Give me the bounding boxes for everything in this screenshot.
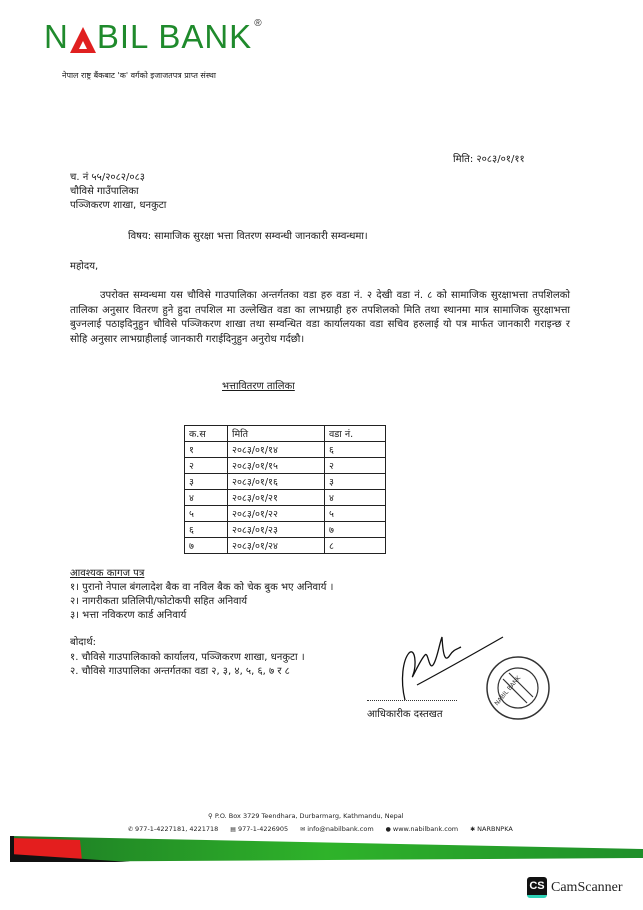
swift-text: NARBNPKA (477, 825, 513, 833)
logo-letter-n: N (44, 18, 69, 55)
cell-ward: ५ (325, 506, 386, 522)
cell-date: २०८३/०१/२१ (228, 490, 325, 506)
footer-swift (470, 825, 513, 833)
table-row (185, 442, 386, 458)
signature-label: आधिकारीक दस्तखत (367, 709, 443, 720)
registered-mark: ® (254, 18, 263, 29)
footer-color-band (10, 836, 643, 862)
nabil-bank-logo (44, 18, 263, 56)
cell-date: २०८३/०१/२४ (228, 538, 325, 554)
cell-ward: २ (325, 458, 386, 474)
email-icon: ✉ (300, 826, 306, 833)
cell-serial: ३ (185, 474, 228, 490)
distribution-table (184, 425, 386, 554)
table-row (185, 490, 386, 506)
fax-text: 977-1-4226905 (237, 825, 289, 833)
cell-ward: ८ (325, 538, 386, 554)
logo-text: BIL BANK (96, 18, 253, 55)
table-row (185, 458, 386, 474)
website-text: www.nabilbank.com (392, 825, 459, 833)
list-item: २. चौविसे गाउपालिका अन्तर्गतका वडा २, ३, ४, ५, ६, ७ र ८ (70, 666, 290, 677)
salutation: महोदय, (70, 261, 99, 272)
camscanner-label: CamScanner (551, 879, 623, 895)
stamp-text: NABIL BANK (493, 674, 523, 708)
list-item: ३। भत्ता नविकरण कार्ड अनिवार्य (70, 610, 187, 621)
recipient-name: चौविसे गाउँपालिका (70, 186, 139, 197)
location-pin-icon: ⚲ (208, 812, 213, 820)
footer-phone (128, 825, 218, 833)
letter-body: उपरोक्त सम्वन्धमा यस चौविसे गाउपालिका अन्तर्गतका वडा हरु वडा नं. २ देखी वडा नं. ८ को सामाजिक सुरक्षाभत्ता तपशिलको तालिका अनुसार वितरण हुने हुदा तपशिल मा उल्लेखित वडा का लाभग्राही हरु तपशिलको मिति तथा स्थानमा मात्र सामाजिक सुरक्षाभत्ता बुज्नलाई पठाइदिनुहुन चौविसे पञ्जिकरण शाखा तथा सम्वन्धित वडा कार्यालयका वडा सचिव हरुलाई यो पत्र मार्फत जानकारी गराइन्छ र सोहि अनुसार लाभग्राहीलाई जानकारी गराईदिनुहुन अनुरोध गर्दछौ। (70, 290, 570, 345)
signature-line (367, 700, 457, 701)
list-item: १. चौविसे गाउपालिकाको कार्यालय, पञ्जिकरण शाखा, धनकुटा । (70, 652, 305, 663)
camscanner-watermark (527, 877, 623, 898)
cell-date: २०८३/०१/१४ (228, 442, 325, 458)
table-row (185, 474, 386, 490)
cell-date: २०८३/०१/२२ (228, 506, 325, 522)
cell-serial: २ (185, 458, 228, 474)
bank-tagline: नेपाल राष्ट्र बैंकबाट 'क' वर्गको इजाजतपत्र प्राप्त संस्था (62, 71, 216, 80)
table-row (185, 506, 386, 522)
table-row (185, 522, 386, 538)
recipient-branch: पञ्जिकरण शाखा, धनकुटा (70, 200, 167, 211)
cell-serial: ५ (185, 506, 228, 522)
required-documents-title: आवश्यक कागज पत्र (70, 568, 145, 579)
cell-ward: ३ (325, 474, 386, 490)
footer-fax (230, 825, 288, 833)
cell-ward: ४ (325, 490, 386, 506)
table-header-row (185, 426, 386, 442)
letter-subject: विषय: सामाजिक सुरक्षा भत्ता वितरण सम्वन्धी जानकारी सम्वन्धमा। (128, 231, 368, 242)
phone-text: 977-1-4227181, 4221718 (135, 825, 219, 833)
cell-ward: ६ (325, 442, 386, 458)
cell-serial: ६ (185, 522, 228, 538)
phone-icon: ✆ (128, 826, 134, 833)
logo-triangle-icon (70, 27, 96, 53)
table-title: भत्तावितरण तालिका (222, 381, 295, 392)
list-item: १। पुरानो नेपाल बंगलादेश बैक वा नविल बैक को चेक बुक भए अनिवार्य । (70, 582, 334, 593)
reference-number: च. नं ५५/२०८२/०८३ (70, 172, 145, 183)
header-date: मिति (228, 426, 325, 442)
cc-title: बोदार्थ: (70, 637, 96, 648)
list-item: २। नागरीकता प्रतिलिपी/फोटोकपी सहित अनिवार्य (70, 596, 248, 607)
cc-list (70, 651, 305, 679)
table-row (185, 538, 386, 554)
footer-website (386, 825, 458, 833)
fax-icon: ▤ (230, 826, 236, 833)
address-text: P.O. Box 3729 Teendhara, Durbarmarg, Kathmandu, Nepal (214, 812, 404, 820)
bank-stamp-icon (485, 655, 551, 721)
cell-ward: ७ (325, 522, 386, 538)
cell-date: २०८३/०१/१६ (228, 474, 325, 490)
header-ward: वडा नं. (325, 426, 386, 442)
footer-contacts (128, 825, 513, 833)
footer-email (300, 825, 374, 833)
cell-serial: १ (185, 442, 228, 458)
swift-icon: ✱ (470, 826, 476, 833)
email-text: info@nabilbank.com (307, 825, 374, 833)
footer-address (208, 812, 404, 820)
globe-icon: ● (385, 826, 391, 833)
cell-date: २०८३/०१/२३ (228, 522, 325, 538)
cell-date: २०८३/०१/१५ (228, 458, 325, 474)
header-serial: क.स (185, 426, 228, 442)
cell-serial: ७ (185, 538, 228, 554)
letter-date: मिति: २०८३/०१/११ (453, 154, 525, 165)
required-documents-list (70, 581, 333, 623)
cell-serial: ४ (185, 490, 228, 506)
camscanner-logo-icon: CS (527, 877, 547, 898)
